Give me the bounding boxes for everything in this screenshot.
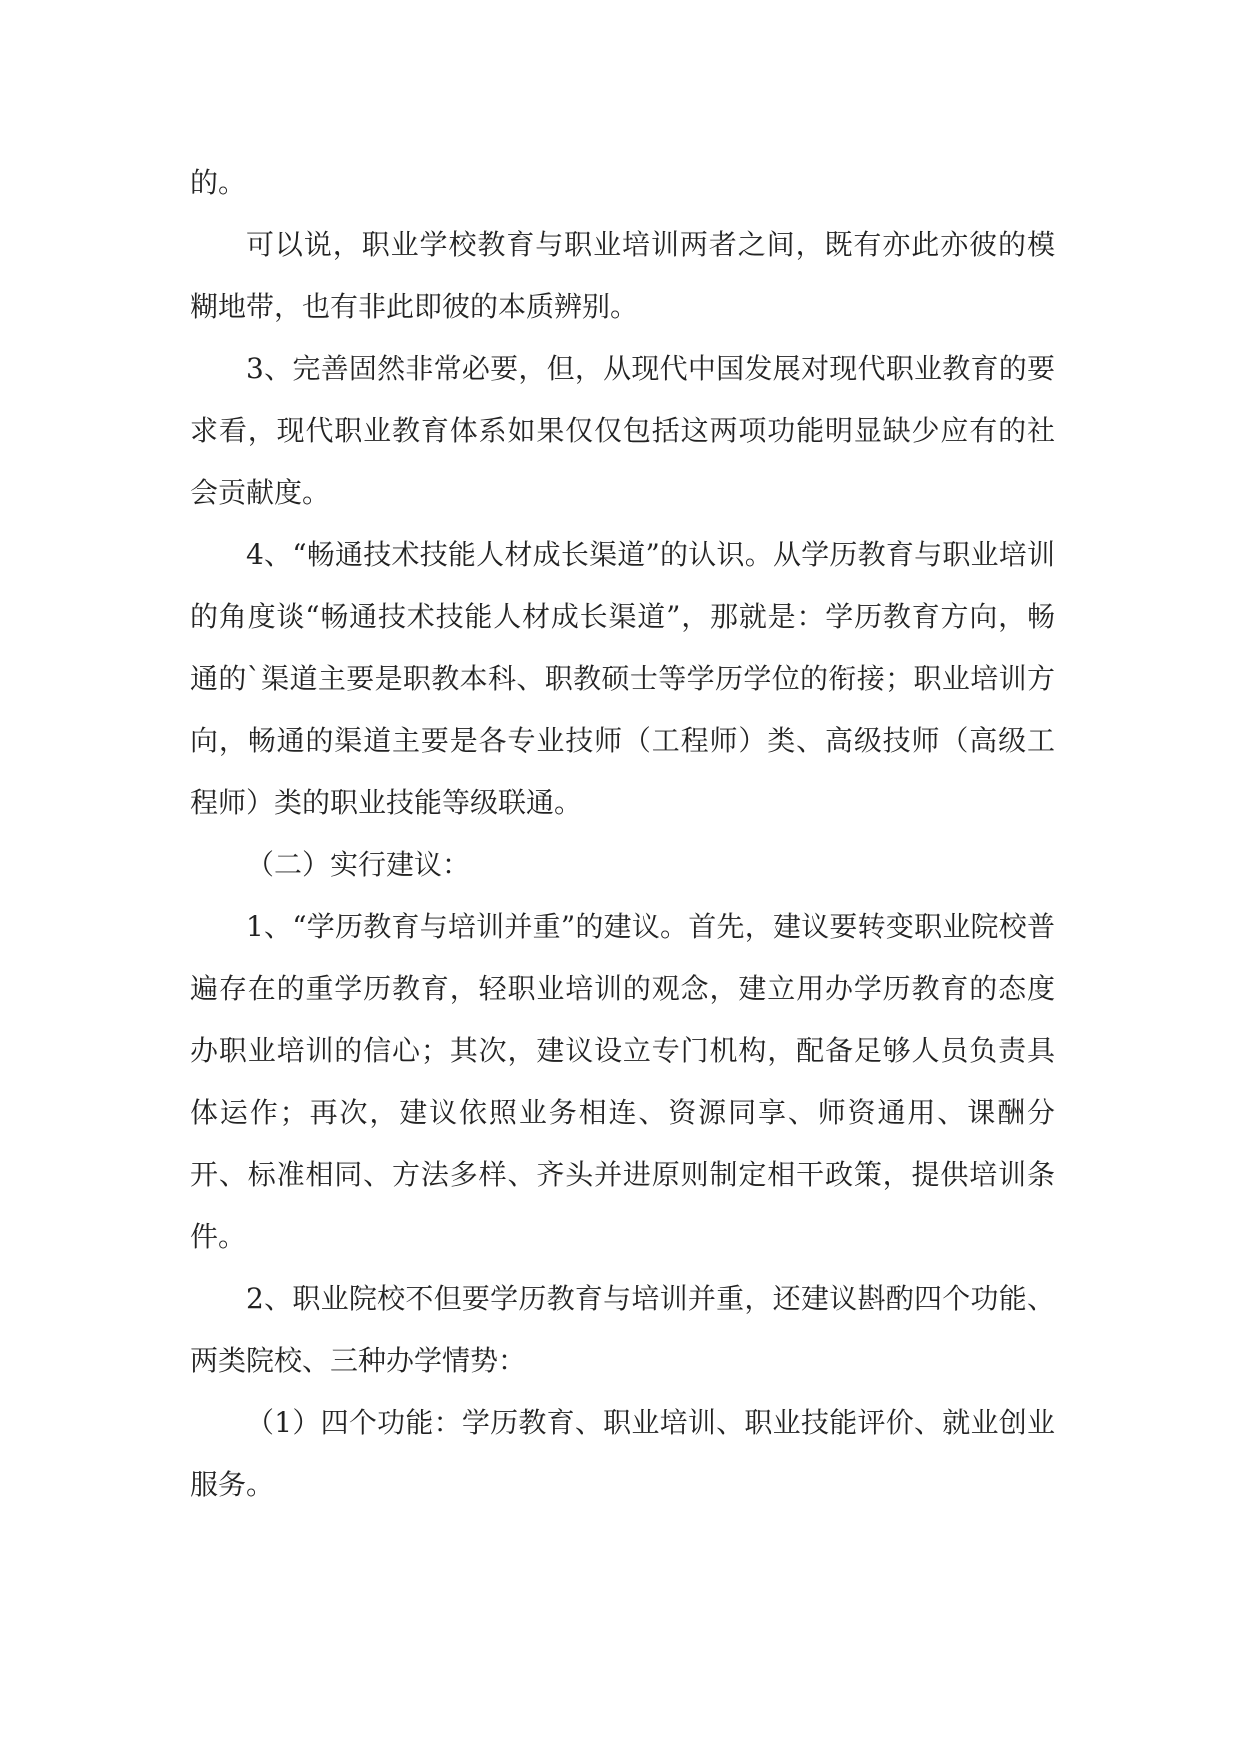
paragraph-continuation: 的。 [190, 166, 247, 199]
paragraph-point-4: 4、“畅通技术技能人材成长渠道”的认识。从学历教育与职业培训的角度谈“畅通技术技能人材成长渠道”，那就是：学历教育方向，畅通的`渠道主要是职教本科、职教硕士等学历学位的衔接；职业培训方向，畅通的渠道主要是各专业技师（工程师）类、高级技师（高级工程师）类的职业技能等级联通。 [190, 538, 1055, 819]
paragraph-suggestion-2: 2、职业院校不但要学历教育与培训并重，还建议斟酌四个功能、两类院校、三种办学情势： [190, 1282, 1055, 1377]
paragraph-four-functions: （1）四个功能：学历教育、职业培训、职业技能评价、就业创业服务。 [190, 1406, 1055, 1501]
paragraph-suggestion-1: 1、“学历教育与培训并重”的建议。首先，建议要转变职业院校普遍存在的重学历教育，轻职业培训的观念，建立用办学历教育的态度办职业培训的信心；其次，建议设立专门机构，配备足够人员负责具体运作；再次，建议依照业务相连、资源同享、师资通用、课酬分开、标准相同、方法多样、齐头并进原则制定相干政策，提供培训条件。 [190, 910, 1055, 1253]
paragraph-boundary: 可以说，职业学校教育与职业培训两者之间，既有亦此亦彼的模糊地带，也有非此即彼的本质辨别。 [190, 228, 1055, 323]
paragraph-point-3: 3、完善固然非常必要，但，从现代中国发展对现代职业教育的要求看，现代职业教育体系如果仅仅包括这两项功能明显缺少应有的社会贡献度。 [190, 352, 1055, 509]
section-heading-suggestions: （二）实行建议： [246, 848, 471, 881]
body-text [190, 152, 1055, 1516]
